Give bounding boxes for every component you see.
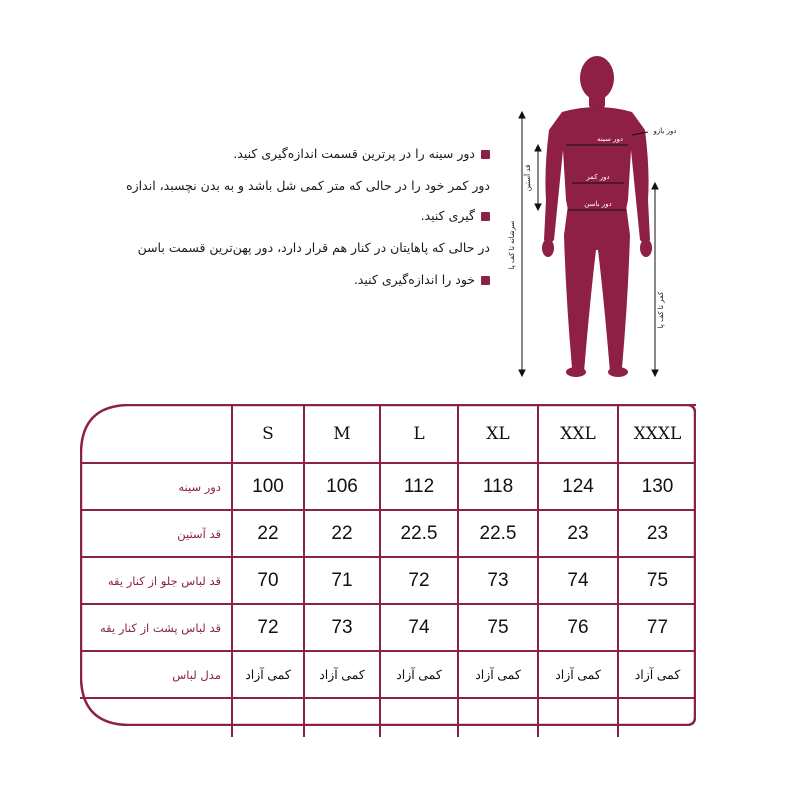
instruction-line: دور سینه را در پرترین قسمت اندازه‌گیری کنید. [233,146,490,161]
size-xxxl: XXXL [618,405,696,463]
row-label: دور سینه [80,463,232,510]
table-row-empty [80,698,696,737]
table-cell: 73 [458,557,538,604]
table-row [80,557,696,604]
table-cell: 77 [618,604,696,651]
table-cell: 22.5 [458,510,538,557]
table-cell: 70 [232,557,304,604]
table-cell: 23 [618,510,696,557]
bullet-icon [481,276,490,285]
table-cell: 118 [458,463,538,510]
body-silhouette-icon [542,56,652,377]
empty-cell [618,698,696,737]
empty-cell [380,698,458,737]
waist-label: دور کمر [586,173,610,181]
body-measurement-figure [500,50,700,390]
table-cell: 76 [538,604,618,651]
sleeve-label: قد آستین [524,164,532,192]
table-cell: 22 [232,510,304,557]
table-cell: کمی آزاد [232,651,304,698]
instruction-line: گیری کنید. [421,208,490,223]
instruction-line: خود را اندازه‌گیری کنید. [354,272,490,287]
table-corner [80,405,232,463]
table-cell: 22.5 [380,510,458,557]
table-cell: کمی آزاد [458,651,538,698]
table-cell: 106 [304,463,380,510]
hip-label: دور باسن [584,200,612,208]
waist-to-sole-label: کمر تا کف پا [657,291,665,329]
table-row [80,604,696,651]
empty-cell [538,698,618,737]
chest-label: دور سینه [597,135,623,143]
table-cell: 71 [304,557,380,604]
table-cell: 75 [618,557,696,604]
table-cell: 72 [380,557,458,604]
empty-cell [80,698,232,737]
size-table [80,404,696,726]
size-xl: XL [458,405,538,463]
table-cell: 74 [380,604,458,651]
shoulder-to-sole-label: سرشانه تا کف پا [508,220,516,270]
table-cell: 75 [458,604,538,651]
arm-label: دور بازو [653,127,677,135]
bullet-icon [481,212,490,221]
table-row [80,463,696,510]
table-cell: 112 [380,463,458,510]
row-label: قد لباس جلو از کنار یقه [80,557,232,604]
row-label: قد لباس پشت از کنار یقه [80,604,232,651]
table-cell: 72 [232,604,304,651]
bullet-icon [481,150,490,159]
instruction-line: دور کمر خود را در حالی که متر کمی شل باشد و به بدن نچسبد، اندازه [126,178,490,193]
table-cell: 23 [538,510,618,557]
size-l: L [380,405,458,463]
table-cell: 100 [232,463,304,510]
table-cell: کمی آزاد [304,651,380,698]
size-xxl: XXL [538,405,618,463]
table-row [80,510,696,557]
table-cell: کمی آزاد [618,651,696,698]
table-cell: 74 [538,557,618,604]
row-label: مدل لباس [80,651,232,698]
table-row [80,651,696,698]
empty-cell [458,698,538,737]
table-cell: 130 [618,463,696,510]
table-cell: 124 [538,463,618,510]
size-s: S [232,405,304,463]
empty-cell [304,698,380,737]
table-cell: کمی آزاد [538,651,618,698]
size-header-row [80,405,696,463]
instruction-line: در حالی که پاهایتان در کنار هم قرار دارد، دور پهن‌ترین قسمت باسن [137,240,490,255]
size-m: M [304,405,380,463]
table-cell: 22 [304,510,380,557]
empty-cell [232,698,304,737]
table-cell: کمی آزاد [380,651,458,698]
row-label: قد آستین [80,510,232,557]
table-cell: 73 [304,604,380,651]
